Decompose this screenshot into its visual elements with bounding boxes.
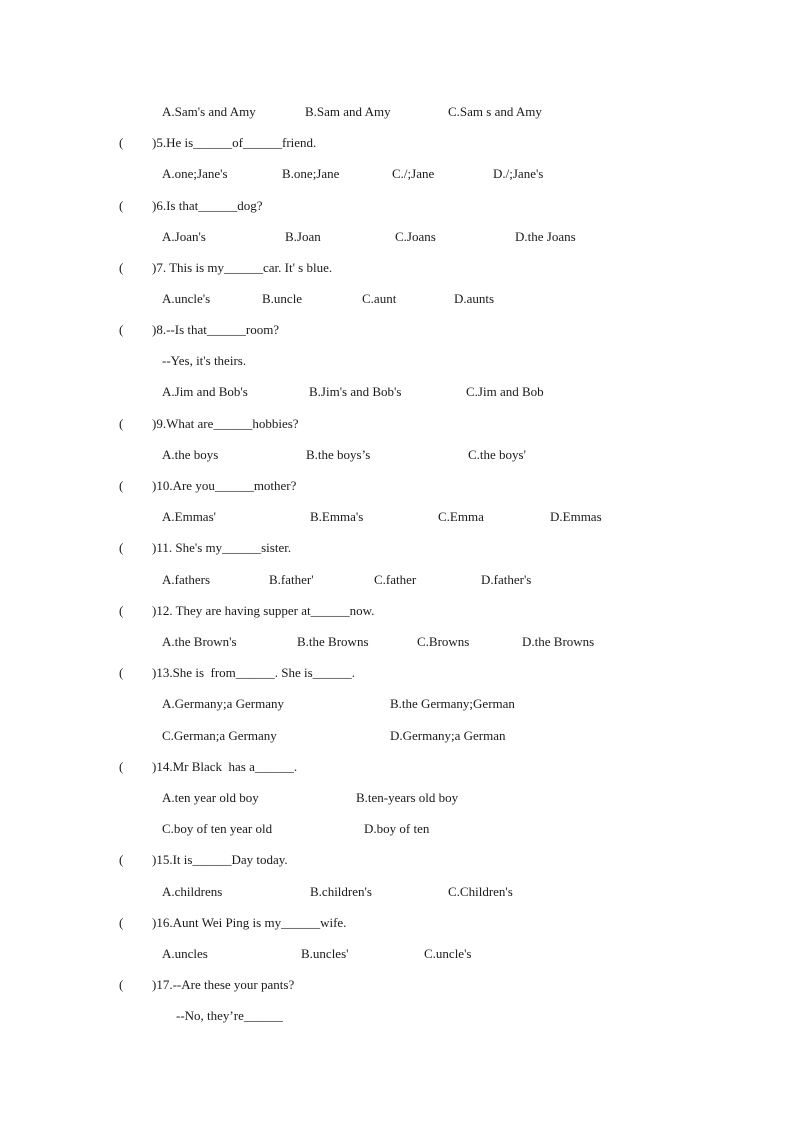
answer-option: B.children's	[310, 884, 372, 899]
answer-option: D./;Jane's	[493, 166, 544, 181]
question-text: )12. They are having supper at______now.	[152, 603, 375, 618]
answer-option: B.Joan	[285, 229, 321, 244]
answer-option: D.aunts	[454, 291, 495, 306]
question-text: )10.Are you______mother?	[152, 478, 297, 493]
answer-option: C.uncle's	[424, 946, 472, 961]
answer-option: A.uncles	[162, 946, 208, 961]
answer-option: A.Sam's and Amy	[162, 104, 256, 119]
answer-option: B.uncles'	[301, 946, 349, 961]
question-text: )14.Mr Black has a______.	[152, 759, 298, 774]
question-text: )7. This is my______car. It' s blue.	[152, 260, 333, 275]
question-text: )8.--Is that______room?	[152, 322, 280, 337]
answer-option: B.father'	[269, 572, 314, 587]
answer-paren[interactable]: (	[119, 603, 124, 618]
question-text: )11. She's my______sister.	[152, 540, 292, 555]
question-text: )15.It is______Day today.	[152, 852, 288, 867]
answer-option: D.boy of ten	[364, 821, 430, 836]
answer-option: D.father's	[481, 572, 532, 587]
question-text: )16.Aunt Wei Ping is my______wife.	[152, 915, 347, 930]
answer-paren[interactable]: (	[119, 416, 124, 431]
answer-paren[interactable]: (	[119, 540, 124, 555]
dialogue-line: --No, they’re______	[176, 1008, 283, 1023]
answer-option: D.Emmas	[550, 509, 602, 524]
answer-option: B.Emma's	[310, 509, 364, 524]
answer-option: C.Joans	[395, 229, 436, 244]
answer-option: B.the Germany;German	[390, 696, 515, 711]
answer-option: B.one;Jane	[282, 166, 340, 181]
answer-option: C.German;a Germany	[162, 728, 277, 743]
answer-paren[interactable]: (	[119, 915, 124, 930]
answer-option: C.Browns	[417, 634, 470, 649]
answer-option: C.the boys'	[468, 447, 526, 462]
answer-option: A.Germany;a Germany	[162, 696, 285, 711]
answer-option: C.father	[374, 572, 417, 587]
answer-option: A.Emmas'	[162, 509, 216, 524]
dialogue-line: --Yes, it's theirs.	[162, 353, 247, 368]
answer-paren[interactable]: (	[119, 478, 124, 493]
answer-option: B.the Browns	[297, 634, 369, 649]
answer-paren[interactable]: (	[119, 665, 124, 680]
answer-option: A.ten year old boy	[162, 790, 259, 805]
answer-paren[interactable]: (	[119, 198, 124, 213]
answer-option: C.Emma	[438, 509, 484, 524]
answer-option: A.one;Jane's	[162, 166, 228, 181]
answer-option: C.Sam s and Amy	[448, 104, 542, 119]
answer-paren[interactable]: (	[119, 135, 124, 150]
answer-option: D.the Joans	[515, 229, 576, 244]
answer-option: B.the boys’s	[306, 447, 371, 462]
answer-paren[interactable]: (	[119, 322, 124, 337]
answer-option: A.childrens	[162, 884, 223, 899]
question-text: )5.He is______of______friend.	[152, 135, 317, 150]
answer-option: D.the Browns	[522, 634, 595, 649]
answer-option: B.Jim's and Bob's	[309, 384, 402, 399]
answer-option: C.boy of ten year old	[162, 821, 273, 836]
answer-option: C./;Jane	[392, 166, 435, 181]
answer-option: B.uncle	[262, 291, 303, 306]
answer-option: B.ten-years old boy	[356, 790, 459, 805]
answer-paren[interactable]: (	[119, 852, 124, 867]
answer-option: C.Children's	[448, 884, 513, 899]
question-text: )13.She is from______. She is______.	[152, 665, 355, 680]
answer-option: B.Sam and Amy	[305, 104, 391, 119]
question-text: )9.What are______hobbies?	[152, 416, 299, 431]
answer-option: C.aunt	[362, 291, 397, 306]
answer-option: A.the boys	[162, 447, 219, 462]
question-text: )17.--Are these your pants?	[152, 977, 295, 992]
answer-paren[interactable]: (	[119, 977, 124, 992]
answer-option: C.Jim and Bob	[466, 384, 544, 399]
answer-paren[interactable]: (	[119, 759, 124, 774]
answer-paren[interactable]: (	[119, 260, 124, 275]
answer-option: A.uncle's	[162, 291, 211, 306]
answer-option: A.Joan's	[162, 229, 206, 244]
answer-option: D.Germany;a German	[390, 728, 506, 743]
answer-option: A.the Brown's	[162, 634, 237, 649]
answer-option: A.fathers	[162, 572, 211, 587]
answer-option: A.Jim and Bob's	[162, 384, 248, 399]
question-text: )6.Is that______dog?	[152, 198, 263, 213]
